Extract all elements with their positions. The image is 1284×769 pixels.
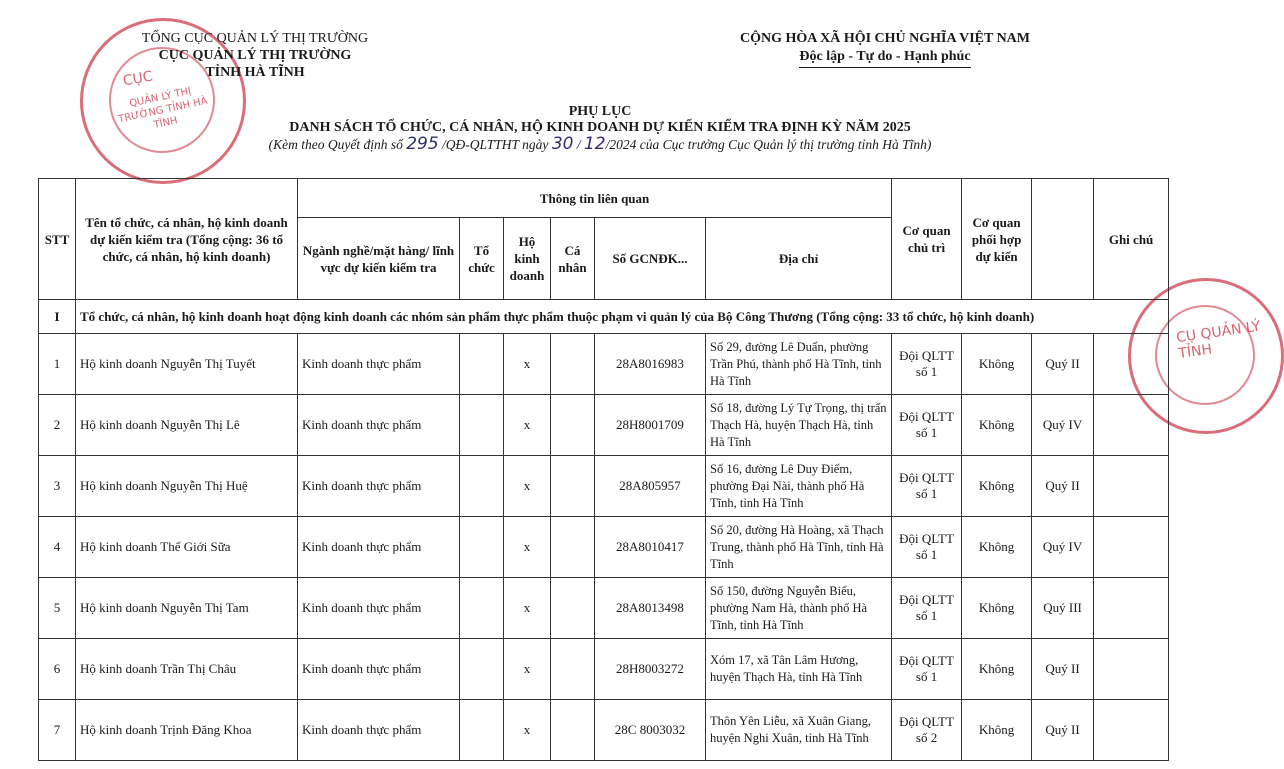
header-coop-agency: Cơ quan phối hợp dự kiến <box>962 179 1032 300</box>
row-individual <box>551 456 595 517</box>
document-title <box>200 104 1000 153</box>
section-title: Tổ chức, cá nhân, hộ kinh doanh hoạt động kinh doanh các nhóm sản phẩm thực phẩm thuộc phạm vi quản lý của Bộ Công Thương (Tổng cộng: 33 tổ chức, hộ kinh doanh) <box>76 300 1169 334</box>
table-row <box>39 456 1169 517</box>
row-name: Hộ kinh doanh Nguyễn Thị Lê <box>76 395 298 456</box>
header-individual: Cá nhân <box>551 218 595 300</box>
table-row <box>39 578 1169 639</box>
row-note <box>1094 517 1169 578</box>
row-certificate: 28A8010417 <box>595 517 706 578</box>
appendix-label: PHỤ LỤC <box>568 104 632 119</box>
table-row <box>39 334 1169 395</box>
row-coop-agency: Không <box>962 700 1032 761</box>
row-lead-agency: Đội QLTT số 1 <box>892 395 962 456</box>
row-name: Hộ kinh doanh Nguyễn Thị Tam <box>76 578 298 639</box>
day-handwritten: 30 <box>551 134 574 154</box>
seal-text: QUẢN LÝ THỊ TRƯỜNG TỈNH HÀ TĨNH <box>117 85 209 132</box>
row-organization <box>460 700 504 761</box>
row-quarter: Quý II <box>1032 456 1094 517</box>
row-individual <box>551 639 595 700</box>
row-lead-agency: Đội QLTT số 1 <box>892 578 962 639</box>
row-individual <box>551 517 595 578</box>
row-sector: Kinh doanh thực phẩm <box>298 578 460 639</box>
row-coop-agency: Không <box>962 517 1032 578</box>
row-stt: 5 <box>39 578 76 639</box>
national-header <box>700 30 1070 68</box>
row-certificate: 28C 8003032 <box>595 700 706 761</box>
row-stt: 4 <box>39 517 76 578</box>
decision-reference: (Kèm theo Quyết định số 295 /QĐ-QLTTHT ngày 30 / 12/2024 của Cục trưởng Cục Quản lý thị trường tỉnh Hà Tĩnh) <box>268 134 932 154</box>
list-title: DANH SÁCH TỔ CHỨC, CÁ NHÂN, HỘ KINH DOANH DỰ KIẾN KIỂM TRA ĐỊNH KỲ NĂM 2025 <box>289 120 911 135</box>
row-household: x <box>504 456 551 517</box>
national-motto: Độc lập - Tự do - Hạnh phúc <box>799 48 970 68</box>
row-stt: 7 <box>39 700 76 761</box>
row-note <box>1094 456 1169 517</box>
row-organization <box>460 456 504 517</box>
row-name: Hộ kinh doanh Trịnh Đăng Khoa <box>76 700 298 761</box>
seal-top-text: CỤC <box>121 68 154 90</box>
header-note: Ghi chú <box>1094 179 1169 300</box>
row-household: x <box>504 639 551 700</box>
row-name: Hộ kinh doanh Nguyễn Thị Tuyết <box>76 334 298 395</box>
header-lead-agency: Cơ quan chủ trì <box>892 179 962 300</box>
row-note <box>1094 395 1169 456</box>
row-certificate: 28A8016983 <box>595 334 706 395</box>
row-certificate: 28H8003272 <box>595 639 706 700</box>
header-name: Tên tổ chức, cá nhân, hộ kinh doanh dự kiến kiểm tra (Tổng cộng: 36 tổ chức, cá nhân, hộ kinh doanh) <box>76 179 298 300</box>
row-address: Số 20, đường Hà Hoàng, xã Thạch Trung, thành phố Hà Tĩnh, tỉnh Hà Tĩnh <box>706 517 892 578</box>
row-household: x <box>504 334 551 395</box>
row-address: Số 29, đường Lê Duẩn, phường Trần Phú, thành phố Hà Tĩnh, tỉnh Hà Tĩnh <box>706 334 892 395</box>
row-lead-agency: Đội QLTT số 1 <box>892 334 962 395</box>
row-sector: Kinh doanh thực phẩm <box>298 517 460 578</box>
table-row <box>39 517 1169 578</box>
row-organization <box>460 395 504 456</box>
seal-text: CỤ QUẢN LÝ TỈNH <box>1175 318 1262 363</box>
row-address: Số 150, đường Nguyễn Biểu, phường Nam Hà, thành phố Hà Tĩnh, tỉnh Hà Tĩnh <box>706 578 892 639</box>
header-blank <box>1032 179 1094 300</box>
row-household: x <box>504 395 551 456</box>
row-name: Hộ kinh doanh Nguyễn Thị Huệ <box>76 456 298 517</box>
row-sector: Kinh doanh thực phẩm <box>298 456 460 517</box>
header-certificate: Số GCNĐK... <box>595 218 706 300</box>
row-stt: 6 <box>39 639 76 700</box>
header-address: Địa chỉ <box>706 218 892 300</box>
row-coop-agency: Không <box>962 334 1032 395</box>
row-stt: 2 <box>39 395 76 456</box>
row-quarter: Quý III <box>1032 578 1094 639</box>
row-name: Hộ kinh doanh Thế Giới Sữa <box>76 517 298 578</box>
row-quarter: Quý II <box>1032 700 1094 761</box>
row-name: Hộ kinh doanh Trần Thị Châu <box>76 639 298 700</box>
row-household: x <box>504 578 551 639</box>
row-individual <box>551 395 595 456</box>
row-certificate: 28H8001709 <box>595 395 706 456</box>
row-lead-agency: Đội QLTT số 1 <box>892 639 962 700</box>
header-organization: Tổ chức <box>460 218 504 300</box>
row-individual <box>551 578 595 639</box>
national-title: CỘNG HÒA XÃ HỘI CHỦ NGHĨA VIỆT NAM <box>739 31 1030 46</box>
agency-line-3: TỈNH HÀ TĨNH <box>205 65 305 80</box>
row-note <box>1094 700 1169 761</box>
row-organization <box>460 578 504 639</box>
row-lead-agency: Đội QLTT số 1 <box>892 456 962 517</box>
issuing-agency-header <box>110 30 400 81</box>
row-note <box>1094 639 1169 700</box>
decision-number-handwritten: 295 <box>406 134 439 154</box>
header-stt: STT <box>39 179 76 300</box>
agency-line-1: TỔNG CỤC QUẢN LÝ THỊ TRƯỜNG <box>141 31 369 46</box>
inspection-list-table <box>38 178 1169 761</box>
row-note <box>1094 334 1169 395</box>
row-address: Số 18, đường Lý Tự Trọng, thị trấn Thạch Hà, huyện Thạch Hà, tỉnh Hà Tĩnh <box>706 395 892 456</box>
row-individual <box>551 334 595 395</box>
header-sector: Ngành nghề/mặt hàng/ lĩnh vực dự kiến kiểm tra <box>298 218 460 300</box>
month-handwritten: 12 <box>583 134 606 154</box>
row-address: Thôn Yên Liễu, xã Xuân Giang, huyện Nghi Xuân, tỉnh Hà Tĩnh <box>706 700 892 761</box>
row-quarter: Quý IV <box>1032 395 1094 456</box>
row-household: x <box>504 517 551 578</box>
table-row <box>39 639 1169 700</box>
row-organization <box>460 639 504 700</box>
table-body <box>39 334 1169 761</box>
table-row <box>39 395 1169 456</box>
row-address: Số 16, đường Lê Duy Điếm, phường Đại Nài, thành phố Hà Tĩnh, tỉnh Hà Tĩnh <box>706 456 892 517</box>
header-household: Hộ kinh doanh <box>504 218 551 300</box>
row-organization <box>460 334 504 395</box>
row-lead-agency: Đội QLTT số 2 <box>892 700 962 761</box>
row-sector: Kinh doanh thực phẩm <box>298 639 460 700</box>
row-quarter: Quý II <box>1032 334 1094 395</box>
row-coop-agency: Không <box>962 578 1032 639</box>
table-row <box>39 700 1169 761</box>
row-coop-agency: Không <box>962 395 1032 456</box>
row-organization <box>460 517 504 578</box>
row-stt: 1 <box>39 334 76 395</box>
section-row <box>39 300 1169 334</box>
row-quarter: Quý IV <box>1032 517 1094 578</box>
row-individual <box>551 700 595 761</box>
row-coop-agency: Không <box>962 639 1032 700</box>
agency-line-2: CỤC QUẢN LÝ THỊ TRƯỜNG <box>158 48 352 63</box>
row-household: x <box>504 700 551 761</box>
row-certificate: 28A8013498 <box>595 578 706 639</box>
row-note <box>1094 578 1169 639</box>
row-sector: Kinh doanh thực phẩm <box>298 395 460 456</box>
row-coop-agency: Không <box>962 456 1032 517</box>
header-info-group: Thông tin liên quan <box>298 179 892 218</box>
row-quarter: Quý II <box>1032 639 1094 700</box>
row-stt: 3 <box>39 456 76 517</box>
section-number: I <box>39 300 76 334</box>
row-sector: Kinh doanh thực phẩm <box>298 700 460 761</box>
row-certificate: 28A805957 <box>595 456 706 517</box>
row-address: Xóm 17, xã Tân Lâm Hương, huyện Thạch Hà, tỉnh Hà Tĩnh <box>706 639 892 700</box>
row-sector: Kinh doanh thực phẩm <box>298 334 460 395</box>
row-lead-agency: Đội QLTT số 1 <box>892 517 962 578</box>
